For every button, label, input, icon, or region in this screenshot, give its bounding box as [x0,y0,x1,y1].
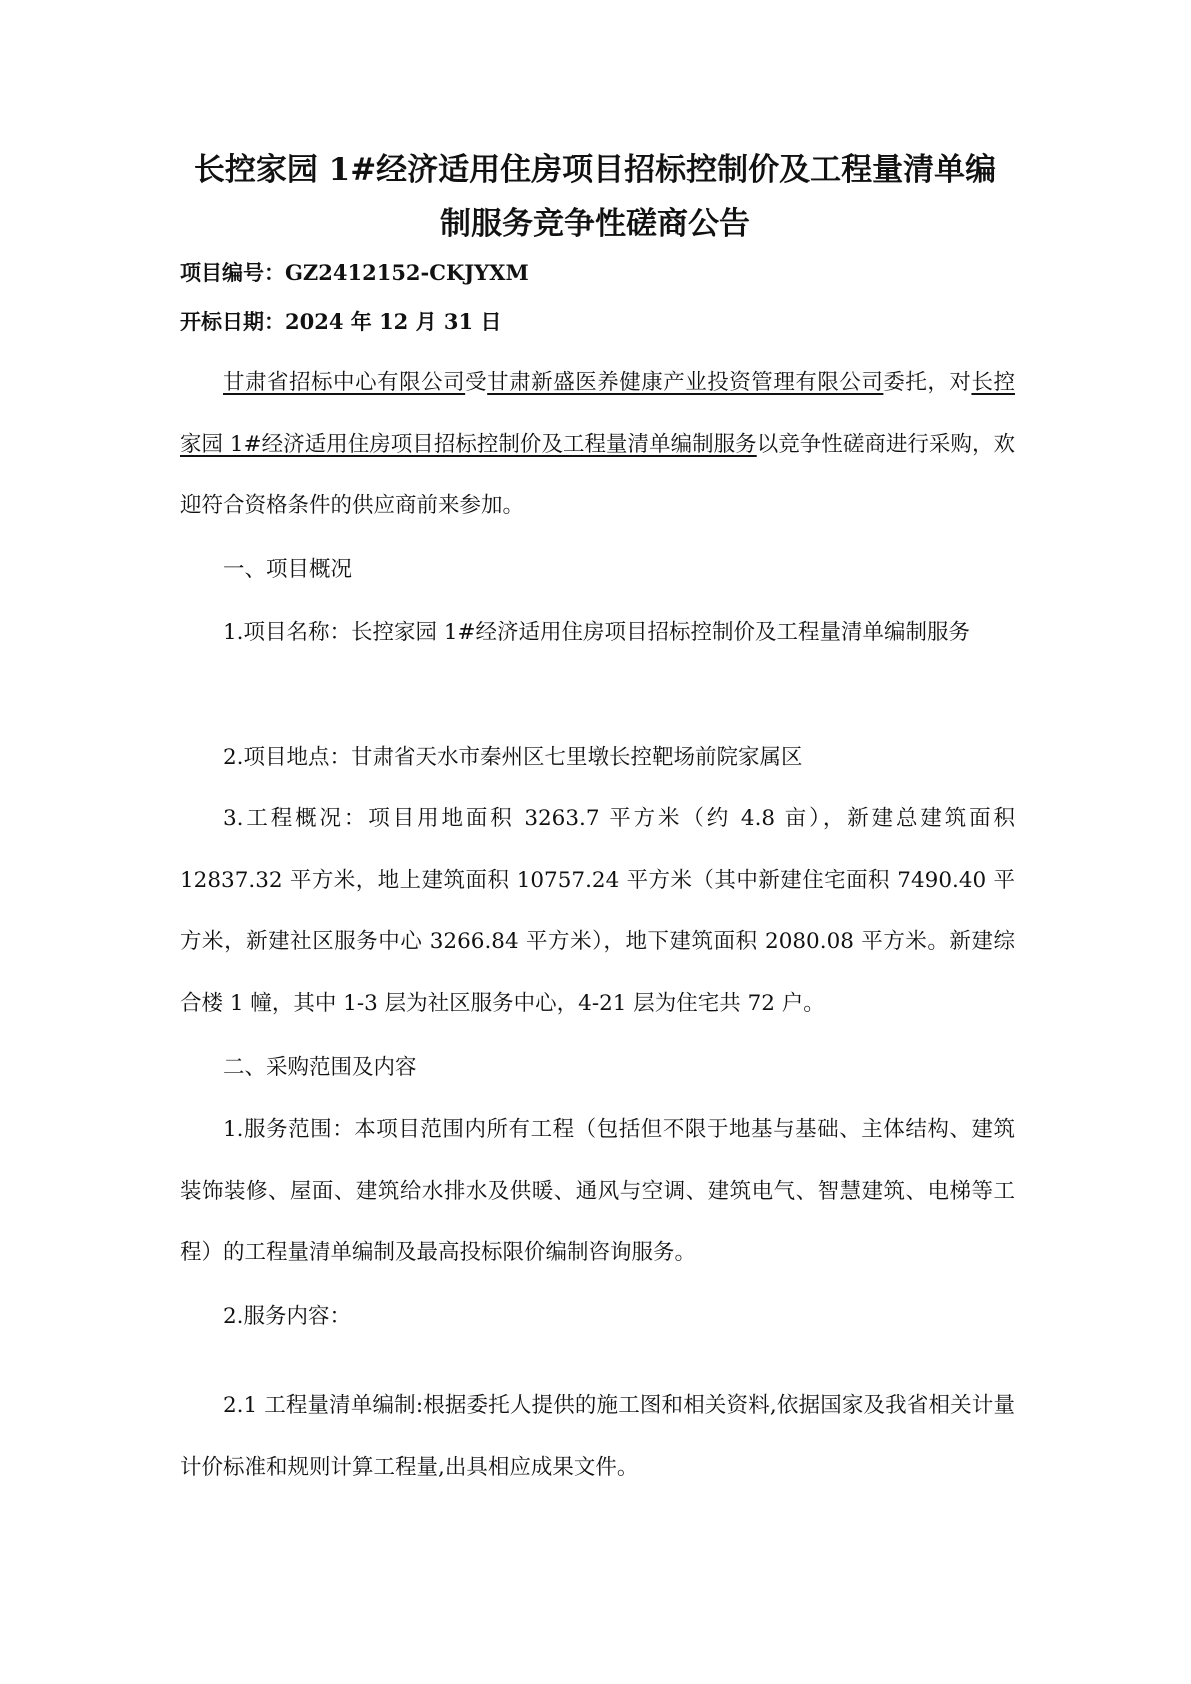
intro-text-3: 以竞争性磋商进行采购，欢迎符合资格条件的供应商前来参加。 [180,431,1015,518]
agent-name: 甘肃省招标中心有限公司 [223,370,466,395]
intro-text-1: 受 [465,370,488,395]
open-date: 开标日期：2024 年 12 月 31 日 [180,309,502,334]
project-name: 长控家园 1#经济适用住房项目招标控制价及工程量清单编制服务 [180,370,1015,457]
item-bill-of-quantities: 2.1 工程量清单编制:根据委托人提供的施工图和相关资料,依据国家及我省相关计量计价标准和规则计算工程量,出具相应成果文件。 [180,1393,1015,1480]
item-project-overview: 3.工程概况：项目用地面积 3263.7 平方米（约 4.8 亩），新建总建筑面积 12837.32 平方米，地上建筑面积 10757.24 平方米（其中新建住宅面积 7490.40 平方米，新建社区服务中心 3266.84 平方米），地下建筑面积 2080.08 平方米。新建综合楼 1 幢，其中 1-3 层为社区服务中心，4-21 层为住宅共 72 户。 [180,806,1015,1016]
section1-heading: 一、项目概况 [223,557,353,582]
document-title: 长控家园 1#经济适用住房项目招标控制价及工程量清单编制服务竞争性磋商公告 [193,152,997,242]
item-project-name: 1.项目名称：长控家园 1#经济适用住房项目招标控制价及工程量清单编制服务 [223,620,971,645]
item-service-scope: 1.服务范围：本项目范围内所有工程（包括但不限于地基与基础、主体结构、建筑装饰装修、屋面、建筑给水排水及供暖、通风与空调、建筑电气、智慧建筑、电梯等工程）的工程量清单编制及最高投标限价编制咨询服务。 [180,1117,1015,1265]
intro-paragraph [180,352,1015,537]
project-number: 项目编号：GZ2412152-CKJYXM [180,260,529,285]
client-name: 甘肃新盛医养健康产业投资管理有限公司 [487,370,884,395]
intro-text-2: 委托，对 [883,370,972,395]
item-service-content: 2.服务内容： [223,1304,352,1329]
item-project-location: 2.项目地点：甘肃省天水市秦州区七里墩长控靶场前院家属区 [223,745,803,770]
section2-heading: 二、采购范围及内容 [223,1055,417,1080]
